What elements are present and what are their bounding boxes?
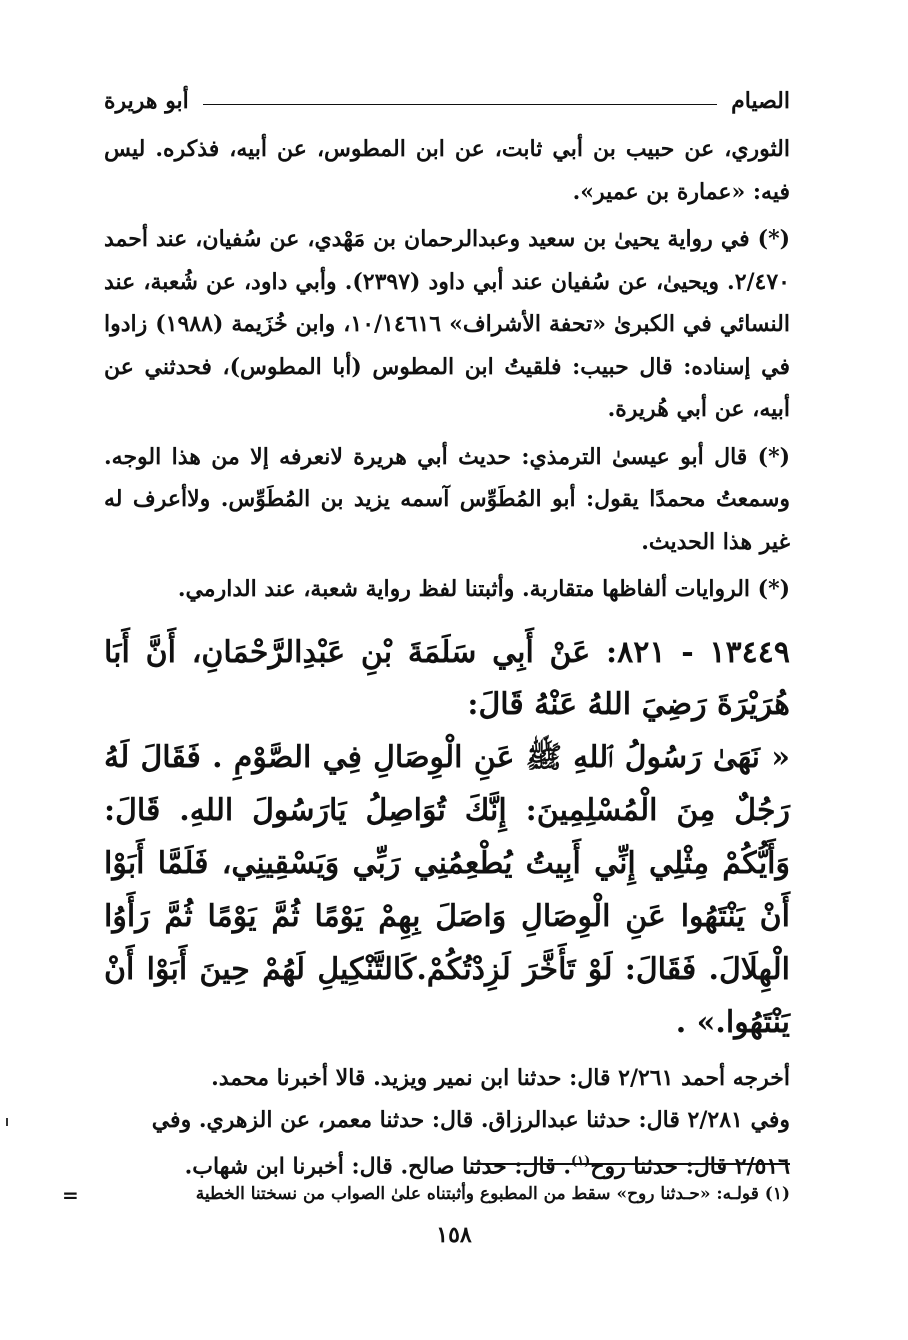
takhrij-line: أخرجه أحمد ٢/٢٦١ قال: حدثنا ابن نمير ويزيد. قالا أخبرنا محمد. [211,1064,790,1091]
section-title: الصيام [731,88,790,114]
margin-mark [6,1118,8,1126]
paragraph-wording-note: (*) الروايات ألفاظها متقاربة. وأثبتنا لفظ رواية شعبة، عند الدارمي. [177,576,790,602]
takhrij-line: وفي ٢/٢٨١ قال: حدثنا عبدالرزاق. قال: حدثنا معمر، عن الزهري. وفي [151,1106,790,1133]
hadith-heading: ١٣٤٤٩ - ٨٢١: عَنْ أَبِي سَلَمَةَ بْنِ عَبْدِالرَّحْمَانِ، أَنَّ أَبَا هُرَيْرَةَ رَضِيَ اللهُ عَنْهُ قَالَ: [104,634,790,722]
hadith-text: « نَهَىٰ رَسُولُ ٱللهِ ﷺ عَنِ الْوِصَالِ فِي الصَّوْمِ . فَقَالَ لَهُ رَجُلٌ مِنَ الْمُسْلِمِينَ: إِنَّكَ تُوَاصِلُ يَارَسُولَ اللهِ. قَالَ: وَأَيُّكُمْ مِثْلِي إِنِّي أَبِيتُ يُطْعِمُنِي رَبِّي وَيَسْقِينِي، فَلَمَّا أَبَوْا أَنْ يَنْتَهُوا عَنِ الْوِصَالِ وَاصَلَ بِهِمْ يَوْمًا ثُمَّ يَوْمًا ثُمَّ رَأَوُا الْهِلَالَ. فَقَالَ: لَوْ تَأَخَّرَ لَزِدْتُكُمْ.كَالتَّنْكِيلِ لَهُمْ حِينَ أَبَوْا أَنْ يَنْتَهُوا.» . [104,739,790,1040]
header-rule [203,104,717,105]
footnote: (١) قولـه: «حـدثنا روح» سقط من المطبوع وأثبتناه علىٰ الصواب من نسختنا الخطية [195,1184,790,1204]
footnote-continuation-mark: = [62,1183,79,1207]
takhrij-text: ٢/٥١٦ قال: حدثنا روح [590,1152,790,1179]
chapter-title: أبو هريرة [104,88,189,114]
footnote-rule [472,1163,790,1165]
paragraph-tirmidhi-note: (*) قال أبو عيسىٰ الترمذي: حديث أبي هريرة لانعرفه إلا من هذا الوجه. وسمعتُ محمدًا يقول: أبو المُطَوِّس آسمه يزيد بن المُطَوِّس. ولاأعرف له غير هذا الحديث. [104,443,790,555]
takhrij-text: . قال: حدثنا صالح. قال: أخبرنا ابن شهاب. [184,1152,572,1179]
paragraph-continuation: الثوري، عن حبيب بن أبي ثابت، عن ابن المطوس، عن أبيه، فذكره. ليس فيه: «عمارة بن عمير». [104,136,790,205]
body-text [104,128,790,1187]
takhrij-block [104,1057,790,1187]
paragraph-riwaya-note: (*) في رواية يحيىٰ بن سعيد وعبدالرحمان بن مَهْدي، عن سُفيان، عند أحمد ٢/٤٧٠. ويحيىٰ، عن سُفيان عند أبي داود (٢٣٩٧). وأبي داود، عن شُعبة، عند النسائي في الكبرىٰ «تحفة الأشراف» ١٠/١٤٦١٦، وابن خُزَيمة (١٩٨٨) زادوا في إسناده: قال حبيب: فلقيتُ ابن المطوس (أبا المطوس)، فحدثني عن أبيه، عن أبي هُريرة. [104,226,790,422]
running-header [104,86,790,116]
page-number: ١٥٨ [436,1222,472,1248]
footnote-reference[interactable]: (١) [571,1153,591,1169]
